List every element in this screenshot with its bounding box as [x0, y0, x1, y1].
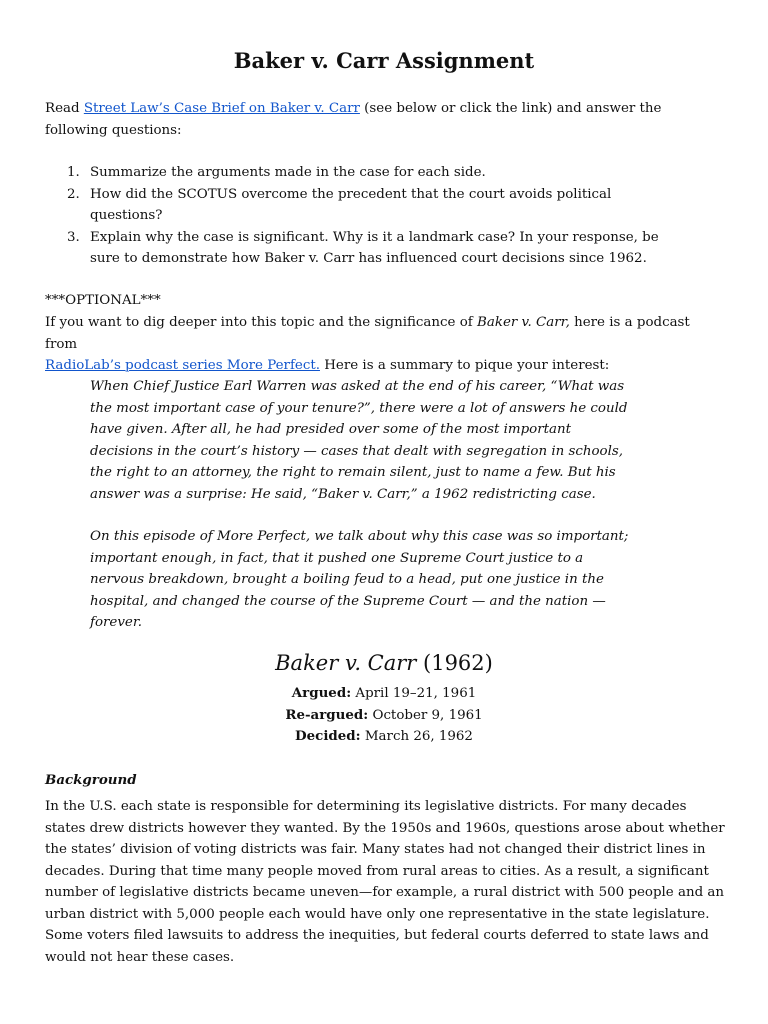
decided-line — [0, 726, 768, 748]
questions-list — [45, 162, 685, 270]
question-text: Summarize the arguments made in the case for each side. — [90, 165, 486, 180]
case-name: Baker v. Carr — [275, 651, 417, 675]
optional-paragraph — [45, 312, 725, 377]
intro-prefix: Read — [45, 101, 84, 116]
argued-line — [0, 683, 768, 705]
optional-line-mid: here is a podcast from — [45, 315, 690, 352]
question-text: Explain why the case is significant. Why is it a landmark case? In your response, be sure to demonstrate how Baker v. Carr has influenced court decisions since 1962. — [90, 229, 659, 266]
list-item — [45, 184, 685, 227]
question-number: 1. — [67, 165, 80, 180]
intro-suffix: (see below or click the link) and answer the following questions: — [45, 101, 662, 138]
argued-label: Argued: — [291, 685, 352, 701]
argued-value: April 19–21, 1961 — [351, 686, 477, 701]
optional-label: ***OPTIONAL*** — [45, 293, 161, 308]
list-item — [45, 227, 685, 270]
case-title — [0, 648, 768, 678]
case-dates — [0, 683, 768, 748]
decided-value: March 26, 1962 — [360, 729, 473, 744]
street-law-case-brief-link[interactable]: Street Law’s Case Brief on Baker v. Carr — [83, 101, 360, 116]
reargued-line — [0, 705, 768, 727]
decided-label: Decided: — [295, 728, 361, 744]
radiolab-more-perfect-link[interactable]: RadioLab’s podcast series More Perfect. — [45, 358, 320, 373]
intro-paragraph — [45, 98, 725, 141]
optional-case-name: Baker v. Carr, — [477, 315, 570, 330]
podcast-summary-quote-1: When Chief Justice Earl Warren was asked at the end of his career, “What was the most important case of your tenure?”, there were a lot of answers he could have given. After all, he had presided over some of the most important decisions in the court’s history — cases that dealt with segregation in schools, the right to an attorney, the right to remain silent, just to name a few. But his answer was a surprise: He said, “Baker v. Carr,” a 1962 redistricting case. — [90, 379, 628, 502]
optional-line-suffix: Here is a summary to pique your interest: — [319, 358, 610, 373]
list-item — [45, 162, 685, 184]
background-heading: Background — [45, 772, 137, 788]
document-title: Baker v. Carr Assignment — [233, 48, 535, 73]
question-number: 2. — [67, 186, 80, 202]
question-text: How did the SCOTUS overcome the precedent that the court avoids political questions? — [90, 186, 612, 223]
question-number: 3. — [67, 229, 80, 245]
reargued-label: Re-argued: — [285, 706, 369, 723]
case-year: (1962) — [416, 651, 493, 675]
podcast-summary-quote-2: On this episode of More Perfect, we talk about why this case was so important; important enough, in fact, that it pushed one Supreme Court justice to a nervous breakdown, brought a boiling feud to a head, put one justice in the hospital, and changed the course of the Supreme Court — and the nation — forever. — [90, 529, 629, 630]
reargued-value: October 9, 1961 — [368, 707, 483, 723]
optional-line-prefix: If you want to dig deeper into this topic and the significance of — [45, 315, 477, 330]
background-paragraph: In the U.S. each state is responsible for determining its legislative districts. For many decades states drew districts however they wanted. By the 1950s and 1960s, questions arose about whether the states’ division of voting districts was fair. Many states had not changed their district lines in decades. During that time many people moved from rural areas to cities. As a result, a significant number of legislative districts became uneven—for example, a rural district with 500 people and an urban district with 5,000 people each would have only one representative in the state legislature. Some voters filed lawsuits to address the inequities, but federal courts deferred to state laws and would not hear these cases. — [45, 799, 725, 965]
